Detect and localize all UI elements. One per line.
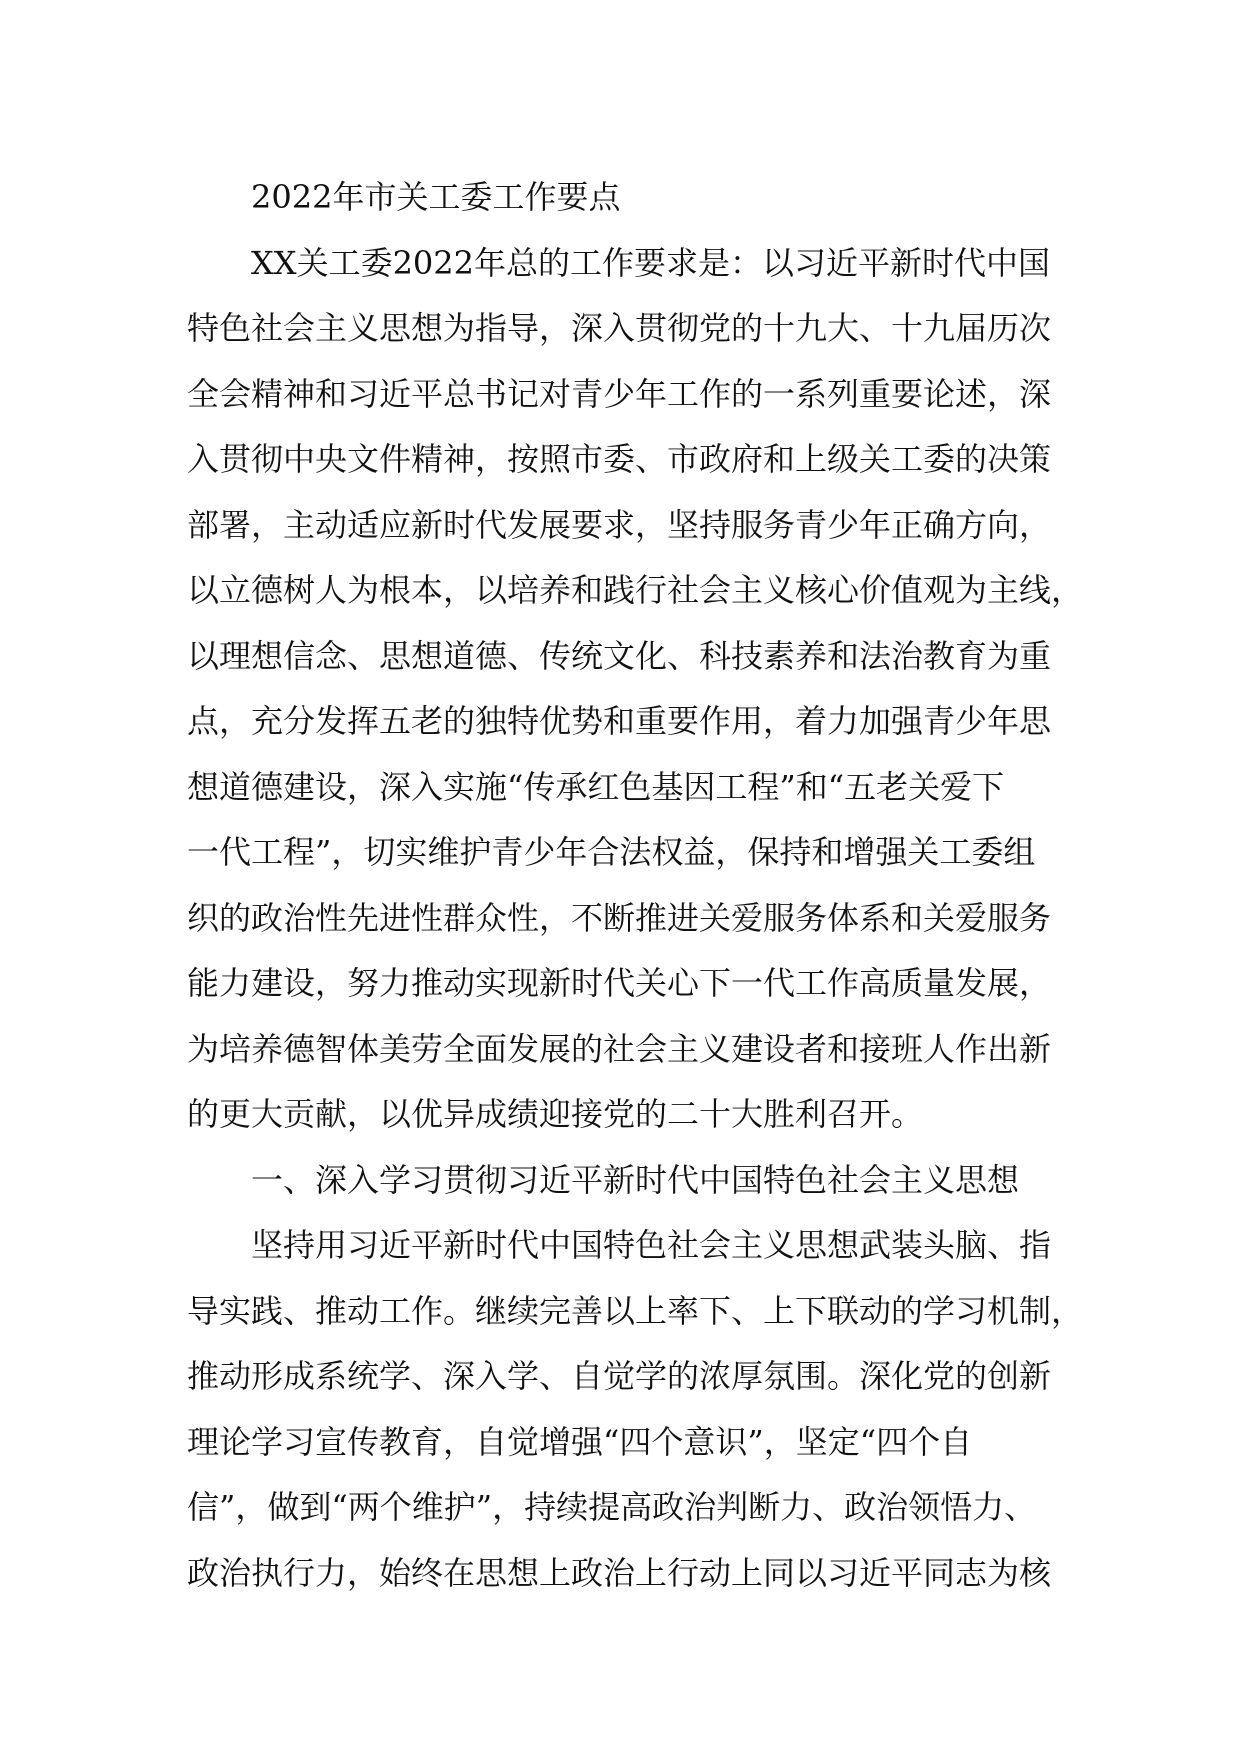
section-heading: 一、深入学习贯彻习近平新时代中国特色社会主义思想 bbox=[251, 1160, 1020, 1199]
paragraph-line: 理论学习宣传教育，自觉增强“四个意识”，坚定“四个自 bbox=[187, 1422, 973, 1461]
document-body bbox=[187, 165, 1084, 1606]
paragraph-line: 信”，做到“两个维护”，持续提高政治判断力、政治领悟力、 bbox=[187, 1488, 1037, 1526]
paragraph-line: 以立德树人为根本，以培养和践行社会主义核心价值观为主线， bbox=[187, 571, 1084, 609]
paragraph-line: 为培养德智体美劳全面发展的社会主义建设者和接班人作出新 bbox=[187, 1029, 1052, 1068]
paragraph-line: 能力建设，努力推动实现新时代关心下一代工作高质量发展， bbox=[187, 964, 1052, 1002]
paragraph-line: XX关工委2022年总的工作要求是：以习近平新时代中国 bbox=[251, 243, 1051, 282]
paragraph-line: 推动形成系统学、深入学、自觉学的浓厚氛围。深化党的创新 bbox=[187, 1357, 1052, 1395]
paragraph-line: 政治执行力，始终在思想上政治上行动上同以习近平同志为核 bbox=[187, 1553, 1052, 1592]
paragraph-line: 全会精神和习近平总书记对青少年工作的一系列重要论述，深 bbox=[187, 374, 1052, 413]
paragraph-line: 的更大贡献，以优异成绩迎接党的二十大胜利召开。 bbox=[187, 1095, 924, 1133]
paragraph-line: 想道德建设，深入实施“传承红色基因工程”和“五老关爱下 bbox=[187, 767, 1005, 806]
paragraph-line: 导实践、推动工作。继续完善以上率下、上下联动的学习机制， bbox=[187, 1291, 1084, 1330]
document-title: 2022年市关工委工作要点 bbox=[251, 178, 621, 216]
paragraph-line: 一代工程”，切实维护青少年合法权益，保持和增强关工委组 bbox=[187, 833, 1036, 871]
paragraph-line: 入贯彻中央文件精神，按照市委、市政府和上级关工委的决策 bbox=[187, 440, 1052, 478]
paragraph-line: 织的政治性先进性群众性，不断推进关爱服务体系和关爱服务 bbox=[187, 898, 1052, 937]
paragraph-line: 以理想信念、思想道德、传统文化、科技素养和法治教育为重 bbox=[187, 636, 1052, 675]
paragraph-line: 部署，主动适应新时代发展要求，坚持服务青少年正确方向， bbox=[187, 505, 1052, 544]
paragraph-line: 点，充分发挥五老的独特优势和重要作用，着力加强青少年思 bbox=[187, 702, 1052, 740]
paragraph-line: 坚持用习近平新时代中国特色社会主义思想武装头脑、指 bbox=[251, 1226, 1052, 1264]
paragraph-line: 特色社会主义思想为指导，深入贯彻党的十九大、十九届历次 bbox=[187, 309, 1052, 347]
